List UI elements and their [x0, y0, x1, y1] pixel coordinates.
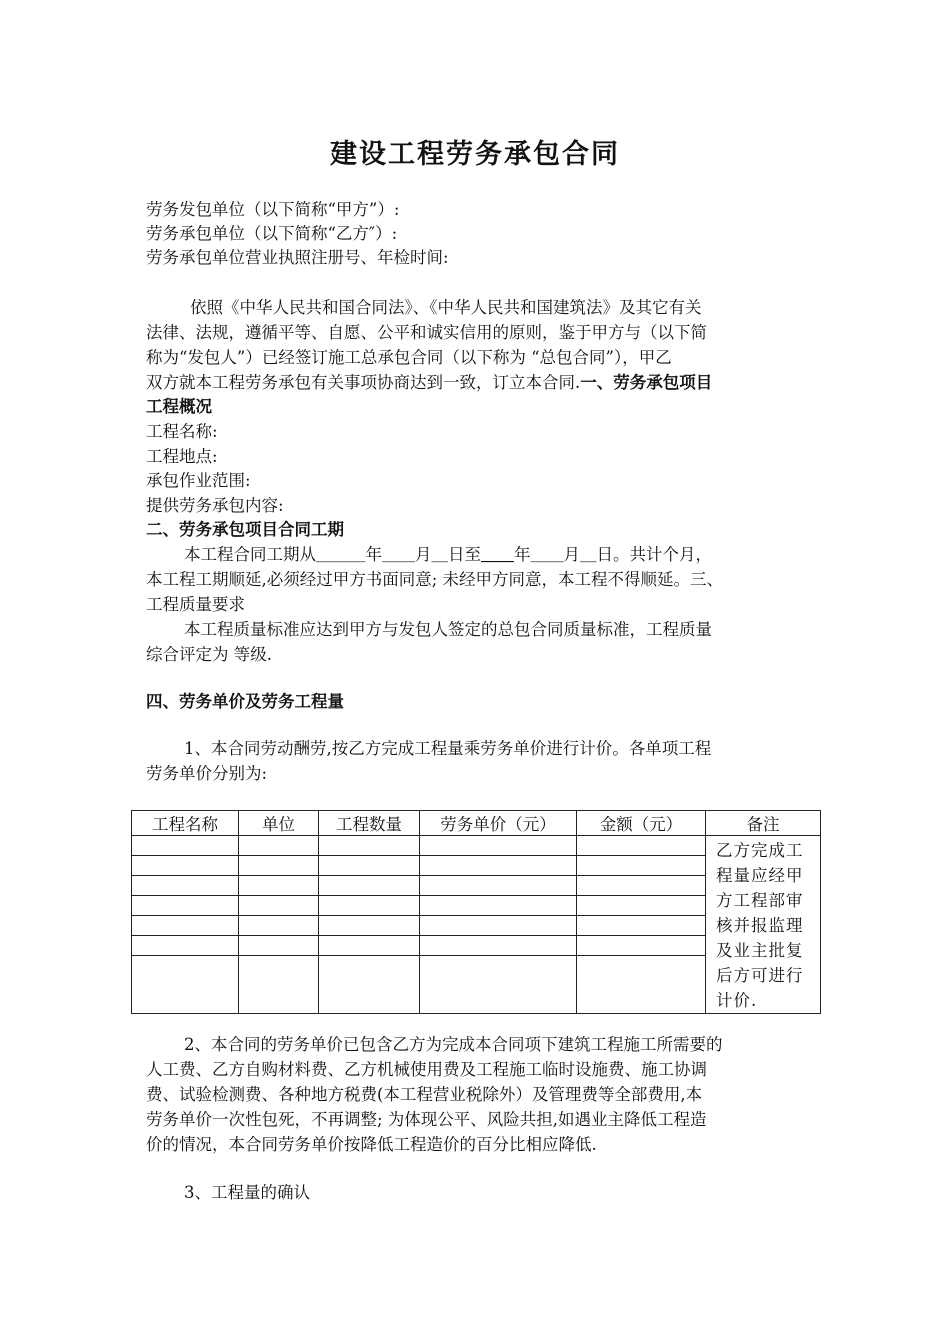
intro-line: 依照《中华人民共和国合同法》、《中华人民共和国建筑法》及其它有关 [190, 298, 702, 317]
table-cell[interactable] [420, 856, 577, 876]
table-cell[interactable] [577, 916, 706, 936]
item-2-line: 人工费、乙方自购材料费、乙方机械使用费及工程施工临时设施费、施工协调 [146, 1060, 707, 1079]
party-a-line: 劳务发包单位（以下简称“甲方”）: [146, 200, 400, 219]
table-cell[interactable] [239, 836, 319, 856]
col-header-unit-price: 劳务单价（元） [420, 811, 577, 836]
period-text-1: 本工程合同工期从＿＿＿年＿＿月＿日至 [184, 545, 481, 564]
table-cell[interactable] [577, 936, 706, 956]
table-cell[interactable] [577, 836, 706, 856]
col-header-remark: 备注 [706, 811, 821, 836]
item-2-line: 价的情况，本合同劳务单价按降低工程造价的百分比相应降低. [146, 1135, 597, 1154]
quality-line: 综合评定为 等级. [146, 645, 272, 664]
document-title: 建设工程劳务承包合同 [330, 139, 620, 170]
license-line: 劳务承包单位营业执照注册号、年检时间: [146, 248, 449, 267]
table-cell[interactable] [132, 896, 239, 916]
intro-line [146, 371, 712, 395]
table-cell[interactable] [319, 956, 420, 1014]
section-1-heading: 一、劳务承包项目 [580, 373, 713, 392]
period-line-2: 本工程工期顺延,必须经过甲方书面同意; 未经甲方同意，本工程不得顺延。三、 [146, 570, 724, 589]
table-cell[interactable] [420, 876, 577, 896]
table-cell[interactable] [239, 956, 319, 1014]
table-cell[interactable] [132, 876, 239, 896]
table-cell[interactable] [239, 936, 319, 956]
table-cell[interactable] [132, 936, 239, 956]
project-location-field: 工程地点: [146, 447, 218, 466]
table-cell[interactable] [239, 896, 319, 916]
scope-field: 承包作业范围: [146, 471, 251, 490]
item-2-line: 劳务单价一次性包死，不再调整; 为体现公平、风险共担,如遇业主降低工程造 [146, 1110, 707, 1129]
table-cell[interactable] [239, 876, 319, 896]
col-header-amount: 金额（元） [577, 811, 706, 836]
intro-line: 称为“发包人”）已经签订施工总承包合同（以下称为 “总包合同”），甲乙 [146, 348, 672, 367]
content-field: 提供劳务承包内容: [146, 496, 284, 515]
table-cell[interactable] [577, 896, 706, 916]
table-cell[interactable] [577, 956, 706, 1014]
section-4-heading: 四、劳务单价及劳务工程量 [146, 692, 344, 711]
intro-line: 法律、法规，遵循平等、自愿、公平和诚实信用的原则，鉴于甲方与（以下简 [146, 323, 707, 342]
table-cell[interactable] [132, 956, 239, 1014]
section-1-heading-cont: 工程概况 [146, 397, 212, 416]
table-cell[interactable] [319, 836, 420, 856]
project-name-field: 工程名称: [146, 422, 218, 441]
table-cell[interactable] [420, 836, 577, 856]
table-cell[interactable] [420, 956, 577, 1014]
item-1-line: 1、本合同劳动酬劳,按乙方完成工程量乘劳务单价进行计价。各单项工程 [184, 739, 712, 758]
table-cell[interactable] [319, 856, 420, 876]
col-header-project: 工程名称 [132, 811, 239, 836]
table-row [132, 836, 821, 856]
table-cell[interactable] [132, 916, 239, 936]
table-cell[interactable] [132, 836, 239, 856]
table-cell[interactable] [239, 856, 319, 876]
table-cell[interactable] [319, 916, 420, 936]
table-cell[interactable] [577, 876, 706, 896]
item-3-line: 3、工程量的确认 [184, 1183, 310, 1202]
col-header-quantity: 工程数量 [319, 811, 420, 836]
table-cell[interactable] [319, 896, 420, 916]
table-cell[interactable] [319, 876, 420, 896]
item-1-line: 劳务单价分别为: [146, 764, 268, 783]
table-cell[interactable] [239, 916, 319, 936]
table-cell[interactable] [420, 916, 577, 936]
table-cell[interactable] [577, 856, 706, 876]
section-2-heading: 二、劳务承包项目合同工期 [146, 520, 344, 539]
period-line [184, 543, 712, 567]
item-2-line: 2、本合同的劳务单价已包含乙方为完成本合同项下建筑工程施工所需要的 [184, 1035, 723, 1054]
col-header-unit: 单位 [239, 811, 319, 836]
period-text-2: 年＿＿月＿日。共计个月， [514, 545, 712, 564]
quality-line: 本工程质量标准应达到甲方与发包人签定的总包合同质量标准，工程质量 [184, 620, 712, 639]
remark-note: 乙方完成工程量应经甲方工程部审核并报监理及业主批复后方可进行计价. [706, 836, 821, 1014]
table-cell[interactable] [132, 856, 239, 876]
section-3-heading: 工程质量要求 [146, 595, 245, 614]
table-cell[interactable] [319, 936, 420, 956]
labor-price-table [131, 810, 821, 1014]
table-cell[interactable] [420, 896, 577, 916]
party-b-line: 劳务承包单位（以下简称“乙方″）: [146, 224, 398, 243]
item-2-line: 费、试验检测费、各种地方税费(本工程营业税除外）及管理费等全部费用,本 [146, 1085, 703, 1104]
table-cell[interactable] [420, 936, 577, 956]
period-blank: ＿＿ [481, 545, 514, 564]
intro-line-text: 双方就本工程劳务承包有关事项协商达到一致，订立本合同. [146, 373, 581, 392]
